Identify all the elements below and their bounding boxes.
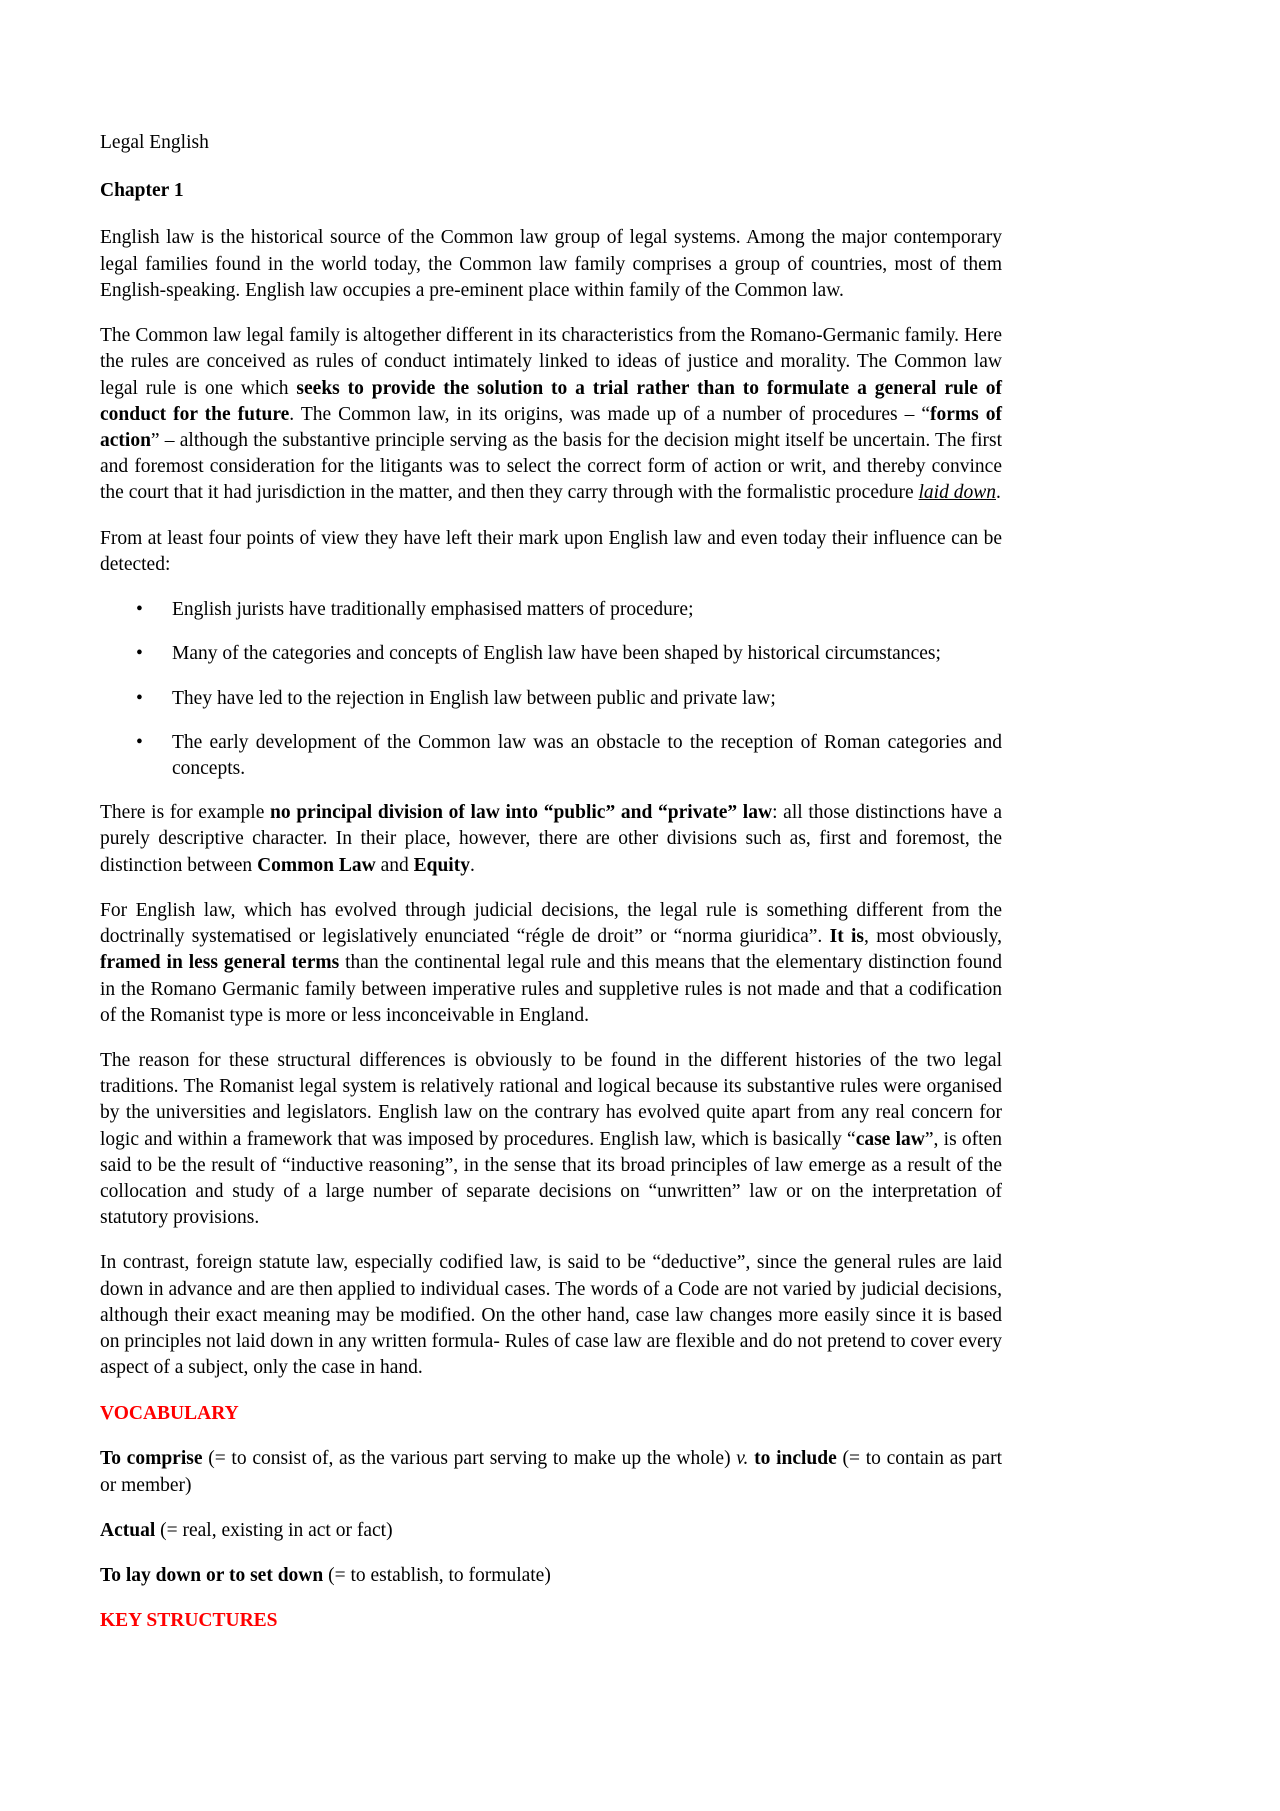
paragraph-4-bold-3: Equity: [413, 854, 470, 876]
paragraph-2: [100, 323, 1002, 507]
paragraph-2-underlined-phrase: laid down: [918, 482, 996, 504]
list-item-label: Many of the categories and concepts of English law have been shaped by historical circumstances;: [172, 643, 941, 665]
vocabulary-entry-1: [100, 1446, 1002, 1498]
paragraph-6: [100, 1048, 1002, 1232]
paragraph-5-text-c: than the continental legal rule and this means that the elementary distinction found in the Romano Germanic family between imperative rules and suppletive rules is not made and that a codification of the Romanist type is more or less inconceivable in England.: [100, 952, 1002, 1026]
paragraph-5: [100, 898, 1002, 1029]
list-item-label: English jurists have traditionally emphasised matters of procedure;: [172, 599, 694, 621]
vocabulary-entry-1-definition-b: (= to contain as part or member): [100, 1448, 1002, 1496]
key-structures-heading: KEY STRUCTURES: [100, 1610, 278, 1632]
paragraph-4-text-c: and: [375, 854, 414, 876]
paragraph-4: [100, 800, 1002, 879]
paragraph-5-text-a: For English law, which has evolved through judicial decisions, the legal rule is something different from the doctrinally systematised or legislatively enunciated “régle de droit” or “norma giuridica”.: [100, 899, 1002, 948]
document-title: Legal English: [100, 132, 209, 153]
list-item-label: The early development of the Common law was an obstacle to the reception of Roman categories and concepts.: [172, 731, 1002, 779]
paragraph-2-bold-1: seeks to provide the solution to a trial rather than to formulate a general rule of conduct for the future: [100, 377, 1003, 425]
vocabulary-entry-1-definition-a: (= to consist of, as the various part serving to make up the whole): [202, 1448, 731, 1470]
bullet-icon: •: [136, 687, 143, 709]
paragraph-7: In contrast, foreign statute law, especially codified law, is said to be “deductive”, since the general rules are laid down in advance and are then applied to individual cases. The words of a Code are not varied by judicial decisions, although their exact meaning may be modified. On the other hand, case law changes more easily since it is based on principles not laid down in any written formula- Rules of case law are flexible and do not pretend to cover every aspect of a subject, only the case in hand.: [100, 1252, 1002, 1379]
vocabulary-entry-1-term: To comprise: [100, 1448, 203, 1470]
paragraph-4-bold-2: Common Law: [257, 854, 376, 876]
bullet-icon: •: [136, 643, 143, 665]
paragraph-5-text-b: , most obviously,: [864, 926, 1002, 948]
paragraph-4-text-d: .: [469, 854, 475, 876]
vocabulary-entry-2: [100, 1518, 1002, 1544]
paragraph-2-text-b: . The Common law, in its origins, was made up of a number of procedures – “: [289, 403, 930, 425]
list-item-label: They have led to the rejection in English law between public and private law;: [172, 687, 776, 709]
vocabulary-heading: VOCABULARY: [100, 1402, 239, 1424]
paragraph-2-text-a: The Common law legal family is altogether different in its characteristics from the Romano-Germanic family. Here the rules are conceived as rules of conduct intimately linked to ideas of justice and morality. The Common law legal rule is one which: [100, 325, 1002, 399]
paragraph-3: From at least four points of view they have left their mark upon English law and even today their influence can be detected:: [100, 527, 1002, 575]
list-item: [100, 597, 1002, 623]
paragraph-5-bold-2: framed in less general terms: [100, 952, 340, 974]
vocabulary-entry-1-term-2: to include: [754, 1448, 837, 1470]
paragraph-2-text-c: ” – although the substantive principle serving as the basis for the decision might itself be uncertain. The first and foremost consideration for the litigants was to select the correct form of action or writ, and thereby convince the court that it had jurisdiction in the matter, and then they carry through with the formalistic procedure: [100, 430, 1002, 504]
list-item: [100, 641, 1002, 667]
vocabulary-entry-3: [100, 1563, 1002, 1589]
paragraph-4-text-a: There is for example: [100, 802, 271, 824]
paragraph-2-bold-2: forms of action: [100, 403, 1002, 451]
vocabulary-entry-2-term: Actual: [100, 1519, 156, 1541]
paragraph-2-text-d: .: [995, 482, 1001, 504]
bullet-icon: •: [136, 599, 143, 621]
bullet-icon: •: [136, 731, 143, 753]
paragraph-6-text-b: ”, is often said to be the result of “inductive reasoning”, in the sense that its broad principles of law emerge as a result of the collocation and study of a large number of separate decisions on “unwritten” law or on the interpretation of statutory provisions.: [100, 1128, 1002, 1229]
paragraph-6-bold-1: case law: [855, 1128, 925, 1150]
paragraph-5-bold-1: It is: [829, 926, 865, 948]
list-item: [100, 730, 1002, 782]
vocabulary-entry-1-versus: v.: [730, 1448, 749, 1470]
paragraph-6-text-a: The reason for these structural differences is obviously to be found in the different histories of the two legal traditions. The Romanist legal system is relatively rational and logical because its substantive rules were organised by the universities and legislators. English law on the contrary has evolved quite apart from any real concern for logic and within a framework that was imposed by procedures. English law, which is basically “: [100, 1049, 1002, 1150]
list-item: [100, 686, 1002, 712]
chapter-heading: Chapter 1: [100, 179, 184, 201]
bullet-list: [100, 597, 1002, 782]
paragraph-4-text-b: : all those distinctions have a purely descriptive character. In their place, however, there are other divisions such as, first and foremost, the distinction between: [100, 802, 1002, 876]
vocabulary-entry-2-definition: (= real, existing in act or fact): [155, 1519, 393, 1541]
vocabulary-entry-3-term: To lay down or to set down: [100, 1564, 324, 1586]
vocabulary-entry-3-definition: (= to establish, to formulate): [323, 1564, 551, 1586]
paragraph-1: English law is the historical source of the Common law group of legal systems. Among the major contemporary legal families found in the world today, the Common law family comprises a group of countries, most of them English-speaking. English law occupies a pre-eminent place within family of the Common law.: [100, 227, 1002, 301]
paragraph-4-bold-1: no principal division of law into “public” and “private” law: [270, 802, 773, 824]
